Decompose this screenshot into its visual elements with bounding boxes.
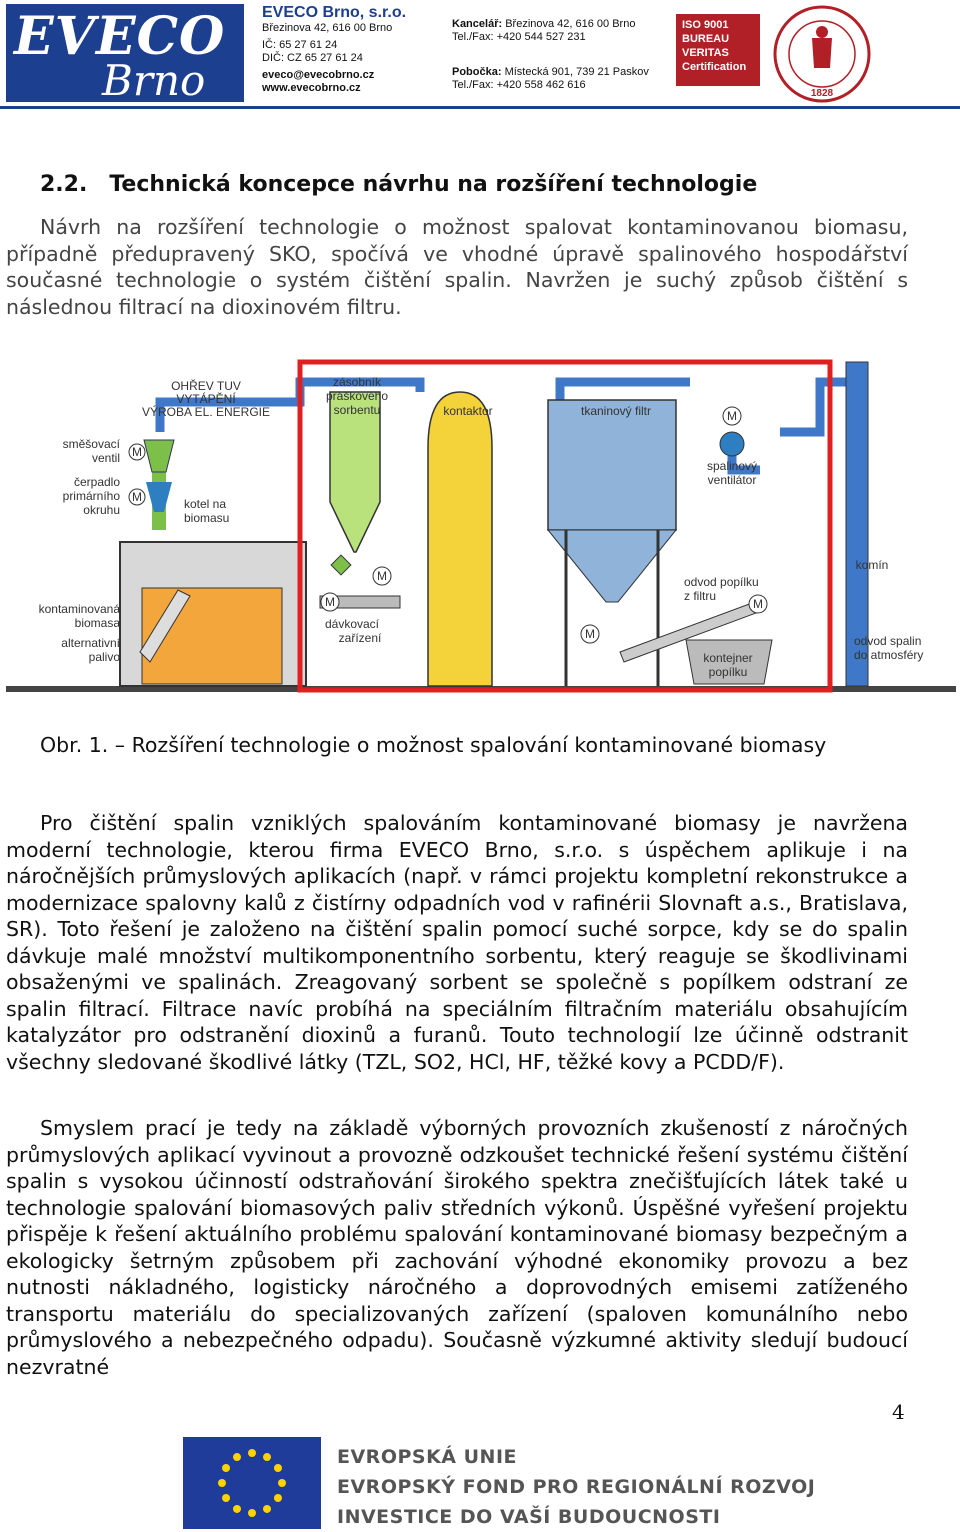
- label-kontaktor: kontaktor: [443, 404, 493, 418]
- branch-label: Pobočka:: [452, 66, 502, 78]
- label-kontaminovana-1: kontaminovaná: [38, 602, 120, 616]
- label-odvod-popilku-1: odvod popílku: [684, 575, 759, 589]
- paragraph-technology: Pro čištění spalin vzniklých spalováním kontaminované biomasy je navržena moderní technologie, kterou firma EVECO Brno, s.r.o. s úspěchem aplikuje i na náročnějších průmyslových aplikacích (např. v rámci projektu kompletní rekonstrukce a modernizace spalovny kalů z čistírny odpadních vod v rafinérii Slovnaft a.s., Bratislava, SR). Toto řešení je založeno na čištění spalin pomocí suché sorpce, kdy se do spalin dávkuje malé množství multikomponentního sorbentu, který reaguje se škodlivinami obsaženými ve spalinách. Zreagovaný sorbent se společně s popílkem odstraní ze spalin filtrací. Filtrace navíc probíhá na speciálním filtračním materiálu obsahujícím katalyzátor pro odstranění dioxinů a furanů. Touto technologií lze účinně odstranit všechny sledované škodlivé látky (TZL, SO2, HCl, HF, těžké kovy a PCDD/F).: [6, 811, 908, 1074]
- section-number: 2.2.: [40, 172, 88, 197]
- iso-certification-badge: [676, 14, 760, 86]
- conveyor-motor-label: M: [753, 597, 763, 611]
- label-alternativni-2: palivo: [88, 650, 120, 664]
- label-cerpadlo-2: primárního: [62, 489, 120, 503]
- bureau-veritas-seal: [772, 4, 872, 104]
- eu-line1: EVROPSKÁ UNIE: [337, 1446, 517, 1468]
- label-ventilator-1: spalinový: [706, 459, 758, 473]
- label-cerpadlo-1: čerpadlo: [73, 475, 120, 489]
- mixing-valve: [144, 440, 174, 472]
- page-header: [0, 0, 960, 108]
- eu-line3: INVESTICE DO VAŠÍ BUDOUCNOSTI: [337, 1506, 721, 1528]
- iso-line2: BUREAU VERITAS: [682, 33, 730, 59]
- branch-phone: Tel./Fax: +420 558 462 616: [452, 79, 586, 91]
- office-phone: Tel./Fax: +420 544 527 231: [452, 31, 586, 43]
- label-ohrev-1: OHŘEV TUV: [171, 379, 241, 393]
- label-zasobnik-2: práškového: [325, 389, 389, 403]
- section-heading: [40, 172, 757, 197]
- section-title: Technická koncepce návrhu na rozšíření technologie: [109, 172, 758, 197]
- office-address: Březinova 42, 616 00 Brno: [505, 18, 636, 30]
- eu-star-icon: [263, 1453, 271, 1461]
- eu-star-icon: [263, 1505, 271, 1513]
- flue-fan: [720, 432, 744, 456]
- silo-valve: [331, 555, 351, 575]
- page-number: 4: [892, 1400, 905, 1424]
- company-dic: DIČ: CZ 65 27 61 24: [262, 52, 363, 64]
- eu-star-icon: [278, 1479, 286, 1487]
- header-divider: [0, 106, 960, 109]
- label-odvod-popilku-2: z filtru: [684, 589, 717, 603]
- eu-star-icon: [233, 1453, 241, 1461]
- company-contacts: [262, 4, 406, 95]
- iso-line1: ISO 9001: [682, 19, 729, 31]
- company-email: eveco@evecobrno.cz: [262, 69, 375, 81]
- eu-star-icon: [233, 1505, 241, 1513]
- label-kotel-2: biomasu: [184, 511, 230, 525]
- eu-star-icon: [248, 1449, 256, 1457]
- label-ohrev-3: VÝROBA EL. ENERGIE: [141, 405, 271, 419]
- label-davkovaci-2: zařízení: [338, 631, 382, 645]
- eu-star-icon: [218, 1479, 226, 1487]
- contactor-tank: [428, 392, 492, 686]
- silo-motor-label: M: [377, 569, 387, 583]
- logo-line1: EVECO: [14, 6, 226, 67]
- label-komin: komín: [855, 558, 889, 572]
- filter-motor-label: M: [585, 627, 595, 641]
- pump-motor-label: M: [132, 490, 142, 504]
- eveco-logo: [6, 4, 244, 105]
- figure-caption: Obr. 1. – Rozšíření technologie o možnost spalování kontaminované biomasy: [40, 733, 827, 757]
- chimney-pipe: [780, 382, 855, 432]
- valve-motor-label: M: [132, 445, 142, 459]
- technology-diagram: [0, 352, 960, 702]
- label-cerpadlo-3: okruhu: [83, 503, 120, 517]
- company-ic: IČ: 65 27 61 24: [262, 39, 338, 51]
- label-odvod-spalin-2: do atmosféry: [854, 648, 924, 662]
- label-alternativni-1: alternativní: [61, 636, 120, 650]
- logo-line2: Brno: [102, 56, 206, 105]
- office-contacts: [452, 18, 649, 92]
- office-label: Kancelář:: [452, 18, 503, 30]
- label-ventil-1: směšovací: [62, 437, 120, 451]
- intro-text: Návrh na rozšíření technologie o možnost spalovat kontaminovanou biomasu, případně předupravený SKO, spočívá ve vhodné úpravě spalinového hospodářství současné technologie o systém čištění spalin. Navržen je suchý způsob čištění s následnou filtrací na dioxinovém filtru.: [6, 215, 908, 319]
- company-name: EVECO Brno, s.r.o.: [262, 4, 407, 21]
- eu-flag: [183, 1437, 321, 1529]
- company-web: www.evecobrno.cz: [262, 82, 361, 94]
- label-ohrev-2: VYTÁPĚNÍ: [176, 392, 236, 406]
- eu-star-icon: [274, 1464, 282, 1472]
- label-zasobnik-3: sorbentu: [333, 403, 381, 417]
- label-kotel-1: kotel na: [184, 497, 227, 511]
- label-kontejner-2: popílku: [708, 665, 748, 679]
- label-filtr: tkaninový filtr: [580, 404, 652, 418]
- label-odvod-spalin-1: odvod spalin: [854, 634, 922, 648]
- label-ventilator-2: ventilátor: [707, 473, 757, 487]
- eu-star-icon: [222, 1464, 230, 1472]
- filter-inlet-pipe: [560, 382, 690, 400]
- label-zasobnik-1: zásobník: [332, 375, 382, 389]
- fabric-filter: [548, 400, 676, 530]
- eu-star-icon: [274, 1494, 282, 1502]
- iso-line3: Certification: [682, 61, 747, 73]
- label-ventil-2: ventil: [91, 451, 120, 465]
- pump-body: [146, 482, 172, 512]
- eu-star-icon: [248, 1509, 256, 1517]
- fan-motor-label: M: [727, 409, 737, 423]
- eu-line2: EVROPSKÝ FOND PRO REGIONÁLNÍ ROZVOJ: [337, 1476, 816, 1498]
- label-kontaminovana-2: biomasa: [74, 616, 120, 630]
- branch-address: Místecká 901, 739 21 Paskov: [504, 66, 649, 78]
- eu-funding-text: [337, 1442, 815, 1532]
- dosing-motor-label: M: [325, 595, 335, 609]
- seal-year: 1828: [810, 88, 834, 99]
- company-address: Březinova 42, 616 00 Brno: [262, 22, 393, 34]
- label-kontejner-1: kontejner: [703, 651, 753, 665]
- intro-paragraph: [6, 214, 908, 320]
- label-davkovaci-1: dávkovací: [324, 617, 380, 631]
- eu-star-icon: [222, 1494, 230, 1502]
- paragraph-purpose: Smyslem prací je tedy na základě výborných provozních zkušeností z náročných průmyslových aplikací vyvinout a provozně odzkoušet technické řešení systému čištění spalin s vysokou účinností odstraňování širokého spektra znečišťujících látek také u technologie spalování biomasových paliv středních výkonů. Úspěšné vyřešení projektu přispěje k řešení aktuálního problému spalování kontaminované biomasy bezpečným a ekologicky šetrným způsobem při zachování výhodné ekonomiky provozu a bez nutnosti nákladného, logisticky náročného a doprovodných emisemi zatíženého transportu materiálu do specializovaných zařízení (spaloven komunálního nebo průmyslového a nebezpečného odpadu). Současně výzkumné aktivity sledují budoucí nezvratné: [6, 1116, 908, 1379]
